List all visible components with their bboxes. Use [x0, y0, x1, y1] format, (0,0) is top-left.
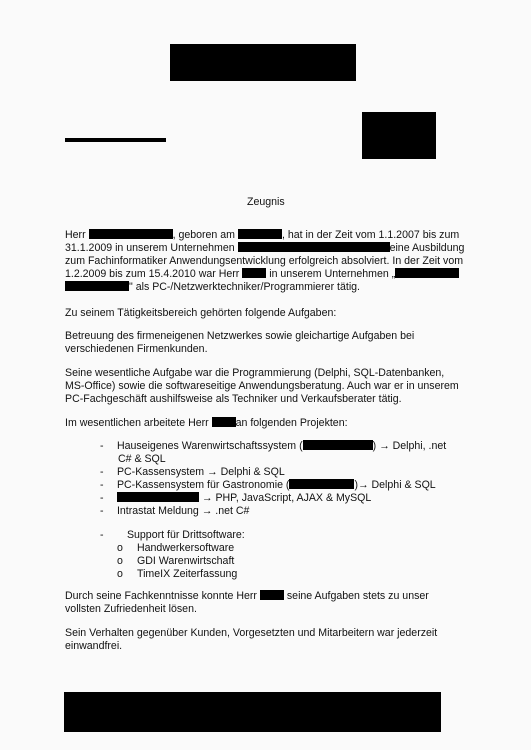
- redacted-company: [238, 242, 390, 252]
- paragraph-network-line-1: Betreuung des firmeneigenen Netzwerkes sowie gleichartige Aufgaben bei: [65, 330, 415, 342]
- list-item: - PC-Kassensystem für Gastronomie ( )→ Delphi & SQL: [100, 479, 436, 491]
- redacted-footer: [64, 692, 441, 732]
- paragraph-programming-line-3: PC-Fachgeschäft aushilfsweise als Techniker und Verkaufsberater tätig.: [65, 393, 402, 405]
- paragraph-programming-line-1: Seine wesentliche Aufgabe war die Programmierung (Delphi, SQL-Datenbanken,: [65, 367, 445, 379]
- paragraph-conclusion-line-1: Durch seine Fachkenntnisse konnte Herr seine Aufgaben stets zu unser: [65, 590, 429, 602]
- redacted-name: [212, 417, 236, 427]
- list-item: - PC-Kassensystem → Delphi & SQL: [100, 466, 285, 478]
- sub-list-item: o TimeIX Zeiterfassung: [117, 568, 238, 580]
- paragraph-intro-line-1: Herr , geboren am , hat in der Zeit vom 1.1.2007 bis zum: [65, 229, 460, 241]
- sub-list-item: o Handwerkersoftware: [117, 542, 235, 554]
- sub-list-item: o GDI Warenwirtschaft: [117, 555, 235, 567]
- list-item: - Support für Drittsoftware:: [100, 529, 245, 541]
- paragraph-intro-line-4: 1.2.2009 bis zum 15.4.2010 war Herr in unserem Unternehmen „: [65, 268, 459, 281]
- paragraph-behavior-line-2: einwandfrei.: [65, 640, 123, 652]
- redacted-address-block: [362, 112, 436, 159]
- list-item-continuation: C# & SQL: [118, 453, 166, 465]
- paragraph-network-line-2: verschiedenen Firmenkunden.: [65, 343, 208, 355]
- list-item: - Intrastat Meldung → .net C#: [100, 505, 250, 517]
- redacted-letterhead: [170, 44, 356, 81]
- list-item: - Hauseigenes Warenwirtschaftssystem ( ) → Delphi, .net: [100, 440, 447, 452]
- paragraph-conclusion-line-2: vollsten Zufriedenheit lösen.: [65, 603, 197, 615]
- redacted-company: [395, 268, 459, 278]
- redacted-address-line: [65, 138, 166, 142]
- redacted-name: [260, 590, 284, 600]
- paragraph-intro-line-5: " als PC-/Netzwerktechniker/Programmierer tätig.: [65, 281, 360, 294]
- paragraph-behavior-line-1: Sein Verhalten gegenüber Kunden, Vorgesetzten und Mitarbeitern war jederzeit: [65, 627, 438, 639]
- redacted-project-name: [289, 479, 354, 489]
- redacted-name: [242, 268, 266, 278]
- redacted-project-name: [303, 440, 373, 450]
- redacted-birthdate: [238, 229, 282, 239]
- paragraph-projects-intro: Im wesentlichen arbeitete Herr an folgenden Projekten:: [65, 417, 348, 429]
- paragraph-tasks-intro: Zu seinem Tätigkeitsbereich gehörten folgende Aufgaben:: [65, 307, 337, 319]
- paragraph-intro-line-2: 31.1.2009 in unserem Unternehmen eine Ausbildung: [65, 242, 465, 254]
- redacted-company: [65, 281, 129, 291]
- redacted-name: [89, 229, 173, 239]
- document-title: Zeugnis: [247, 196, 285, 208]
- paragraph-programming-line-2: MS-Office) sowie die softwareseitige Anwendungsberatung. Auch war er in unserem: [65, 380, 459, 392]
- paragraph-intro-line-3: zum Fachinformatiker Anwendungsentwicklung erfolgreich absolviert. In der Zeit vom: [65, 255, 464, 267]
- redacted-project-name: [117, 492, 199, 502]
- list-item: - → PHP, JavaScript, AJAX & MySQL: [100, 492, 372, 504]
